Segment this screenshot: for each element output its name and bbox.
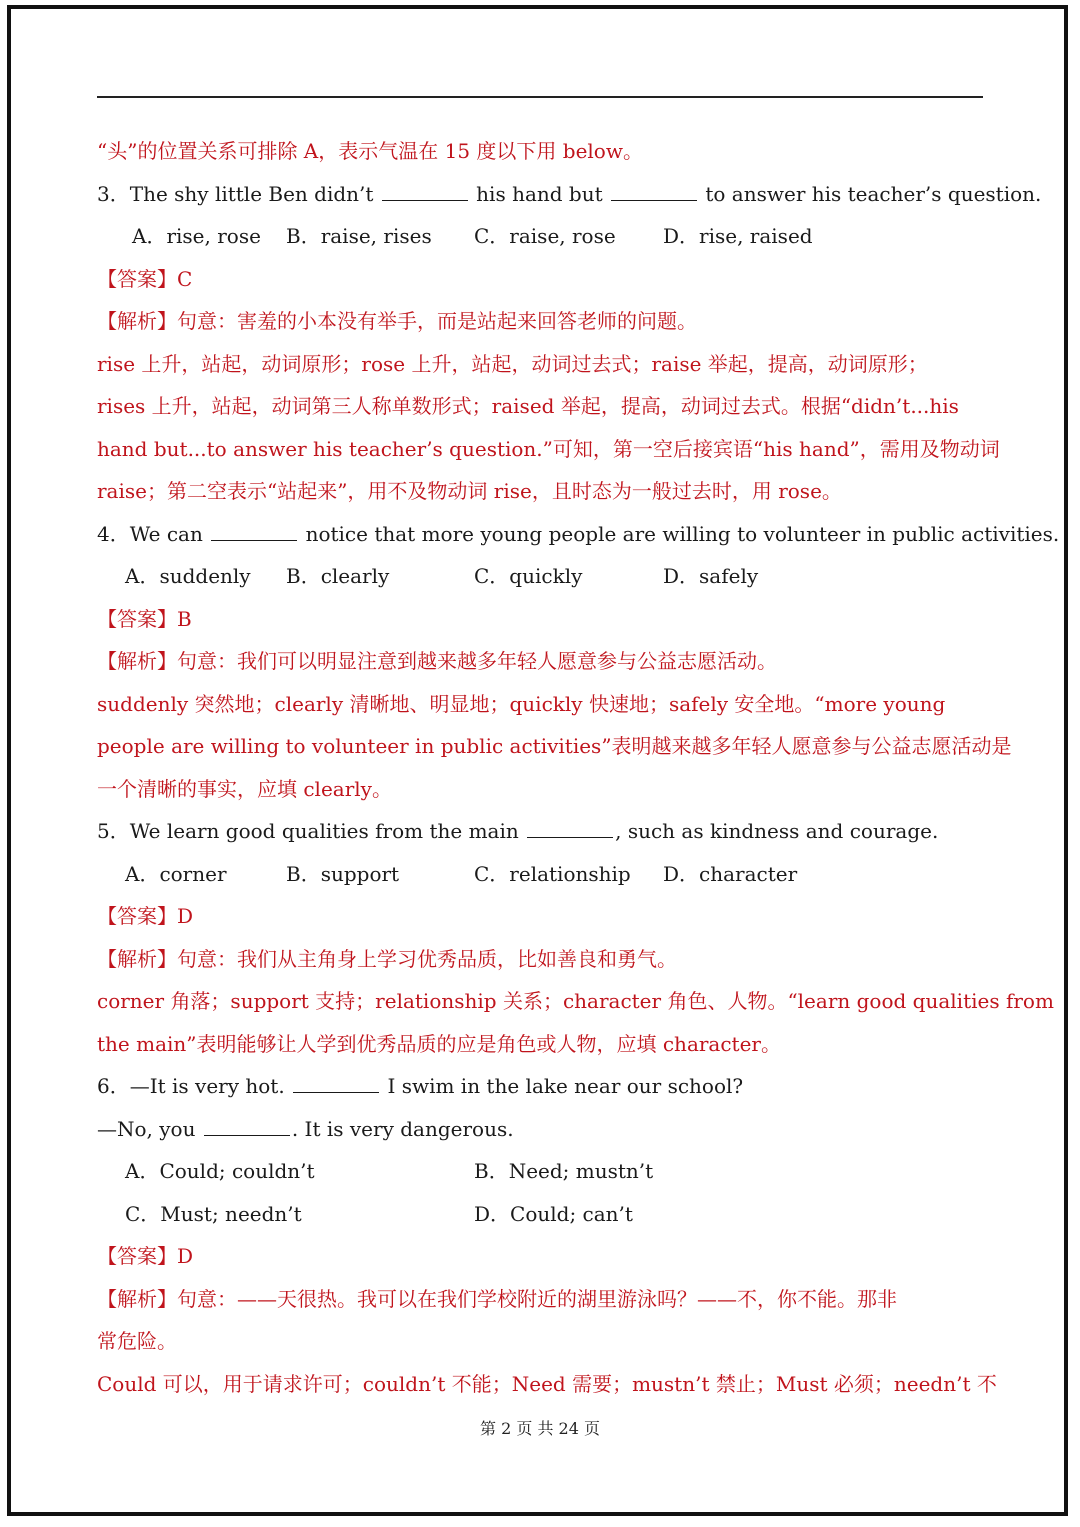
answer-blank — [382, 180, 468, 201]
question-6-reply: —No, you . It is very dangerous. — [97, 1116, 514, 1141]
explanation-line: people are willing to volunteer in public activities”表明越来越多年轻人愿意参与公益志愿活动是 — [97, 734, 1012, 758]
explanation-line: suddenly 突然地；clearly 清晰地、明显地；quickly 快速地；safely 安全地。“more young — [97, 691, 946, 716]
option-a: A．suddenly — [125, 564, 251, 588]
header-rule — [97, 96, 983, 98]
answer-blank — [611, 180, 697, 201]
explanation-line: 一个清晰的事实，应填 clearly。 — [97, 776, 392, 801]
question-4-stem: 4．We can notice that more young people are willing to volunteer in public activities. — [97, 521, 1060, 546]
option-c: C．raise, rose — [474, 224, 616, 248]
question-6-options-row-1 — [97, 1150, 987, 1193]
explanation-line: 【解析】句意：我们可以明显注意到越来越多年轻人愿意参与公益志愿活动。 — [97, 649, 777, 673]
option-b: B．raise, rises — [286, 224, 432, 248]
explanation-line: rises 上升，站起，动词第三人称单数形式；raised 举起，提高，动词过去式。根据“didn’t...his — [97, 394, 959, 418]
option-a: A．corner — [125, 861, 227, 886]
question-6-answer: 【答案】D — [97, 1244, 194, 1268]
explanation-line: raise；第二空表示“站起来”，用不及物动词 rise，且时态为一般过去时，用 rose。 — [97, 479, 842, 503]
option-c: C．quickly — [474, 564, 583, 588]
explanation-line: corner 角落；support 支持；relationship 关系；character 角色、人物。“learn good qualities from — [97, 989, 1054, 1013]
explanation-line: rise 上升，站起，动词原形；rose 上升，站起，动词过去式；raise 举起，提高，动词原形； — [97, 351, 928, 376]
question-5-options — [97, 853, 987, 896]
answer-blank — [293, 1072, 379, 1093]
answer-blank — [204, 1115, 290, 1136]
explanation-line: 【解析】句意：害羞的小本没有举手，而是站起来回答老师的问题。 — [97, 309, 697, 333]
question-4-answer: 【答案】B — [97, 606, 192, 631]
option-c: C．relationship — [474, 861, 631, 886]
option-b: B．clearly — [286, 564, 390, 588]
question-3-stem: 3．The shy little Ben didn’t his hand but to answer his teacher’s question. — [97, 181, 1042, 206]
question-4-options — [97, 555, 987, 598]
answer-blank — [211, 520, 297, 541]
explanation-line: the main”表明能够让人学到优秀品质的应是角色或人物，应填 character。 — [97, 1031, 781, 1056]
question-3-options — [97, 215, 987, 258]
option-b: B．support — [286, 861, 400, 886]
question-6-stem: 6．—It is very hot. I swim in the lake near our school? — [97, 1074, 744, 1098]
explanation-line: 常危险。 — [97, 1329, 177, 1353]
option-a: A．rise, rose — [132, 224, 261, 248]
question-5-answer: 【答案】D — [97, 904, 194, 928]
intro-explanation: “头”的位置关系可排除 A，表示气温在 15 度以下用 below。 — [97, 139, 643, 163]
explanation-line: hand but...to answer his teacher’s question.”可知，第一空后接宾语“his hand”，需用及物动词 — [97, 436, 1000, 461]
option-d: D．safely — [663, 564, 759, 588]
document-body — [97, 130, 1060, 1405]
question-6-options-row-2 — [97, 1193, 987, 1236]
question-5-stem: 5．We learn good qualities from the main , such as kindness and courage. — [97, 819, 939, 843]
explanation-line: 【解析】句意：——天很热。我可以在我们学校附近的湖里游泳吗？——不，你不能。那非 — [97, 1286, 897, 1311]
option-a: A．Could; couldn’t — [125, 1159, 315, 1183]
explanation-line: Could 可以，用于请求许可；couldn’t 不能；Need 需要；mustn’t 禁止；Must 必须；needn’t 不 — [97, 1371, 997, 1396]
option-d: D．character — [663, 861, 798, 886]
option-d: D．Could; can’t — [474, 1201, 633, 1226]
page-number-footer: 第 2 页 共 24 页 — [480, 1419, 600, 1438]
question-3-answer: 【答案】C — [97, 266, 193, 291]
explanation-line: 【解析】句意：我们从主角身上学习优秀品质，比如善良和勇气。 — [97, 946, 677, 971]
option-d: D．rise, raised — [663, 224, 813, 248]
option-c: C．Must; needn’t — [125, 1201, 302, 1226]
option-b: B．Need; mustn’t — [474, 1159, 654, 1183]
answer-blank — [527, 817, 613, 838]
